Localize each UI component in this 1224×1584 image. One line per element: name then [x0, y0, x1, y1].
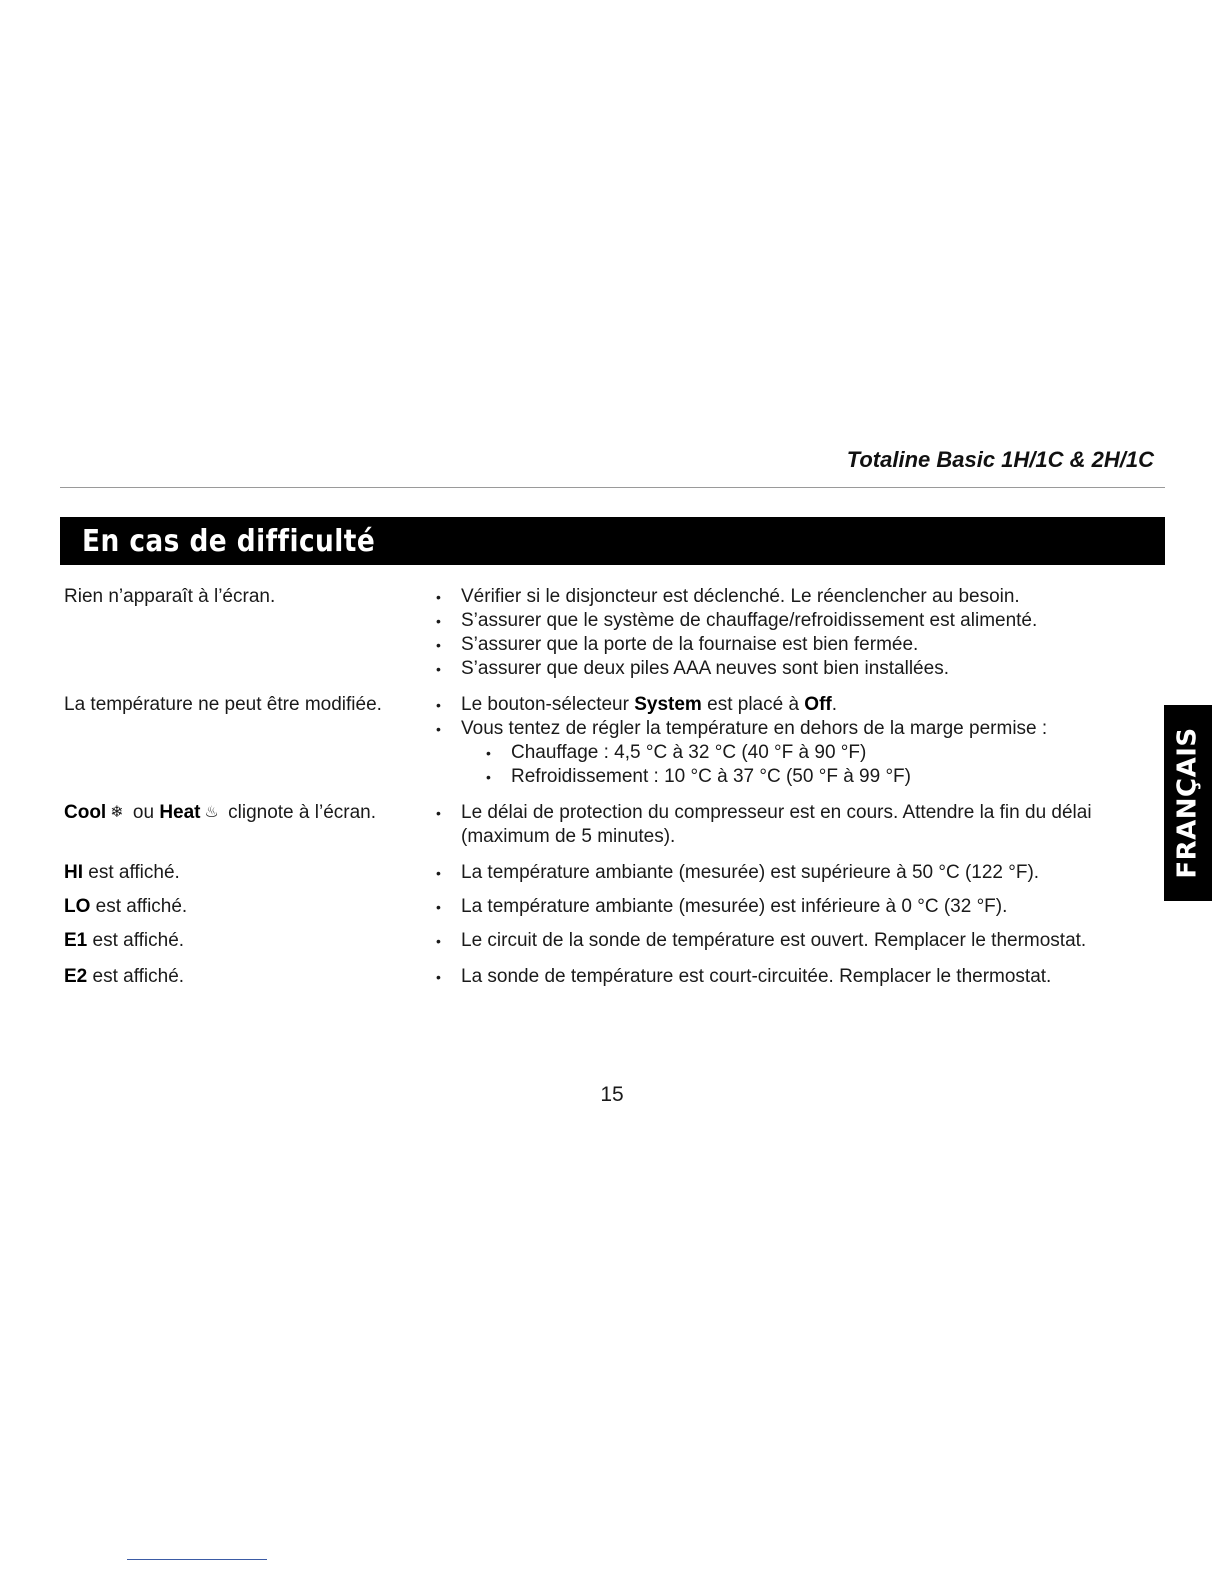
- language-side-tab: [1164, 705, 1212, 901]
- document-header-title: Totaline Basic 1H/1C & 2H/1C: [846, 447, 1154, 472]
- solution-list: [429, 895, 1154, 919]
- cool-mode-label: Cool: [64, 802, 107, 823]
- solution-item: • La température ambiante (mesurée) est supérieure à 50 °C (122 °F).: [429, 861, 1154, 885]
- solution-text: est placé à: [701, 694, 805, 715]
- footer-line: [127, 1559, 267, 1560]
- troubleshooting-row-hi: [64, 861, 1154, 885]
- problem-text-part: est affiché.: [87, 930, 185, 951]
- problem-text: [64, 895, 429, 919]
- solution-item: • Le délai de protection du compresseur est en cours. Attendre la fin du délai (maximum de 5 minutes).: [429, 801, 1154, 849]
- off-setting-label: Off: [804, 694, 832, 715]
- range-sublist: [461, 741, 1154, 789]
- language-tab-label: FRANÇAIS: [1173, 727, 1204, 879]
- solution-list: [429, 965, 1154, 989]
- solution-list: [429, 585, 1154, 681]
- heating-range-item: • Chauffage : 4,5 °C à 32 °C (40 °F à 90 °F): [461, 741, 1154, 765]
- solution-item: [429, 717, 1154, 789]
- section-header-bar: [60, 517, 1165, 565]
- troubleshooting-row-e1: [64, 929, 1154, 953]
- error-code: LO: [64, 896, 91, 917]
- flame-icon: ♨: [204, 804, 219, 821]
- problem-text-part: ou: [127, 802, 160, 823]
- problem-text: [64, 929, 429, 953]
- troubleshooting-row-e2: [64, 965, 1154, 989]
- error-code: HI: [64, 862, 83, 883]
- solution-item: [429, 693, 1154, 717]
- problem-text: [64, 801, 429, 849]
- problem-text: [64, 965, 429, 989]
- troubleshooting-row-temperature-locked: [64, 693, 1154, 789]
- problem-text-part: est affiché.: [90, 896, 188, 917]
- solution-item: • Vérifier si le disjoncteur est déclenché. Le réenclencher au besoin.: [429, 585, 1154, 609]
- problem-text: [64, 861, 429, 885]
- heat-mode-label: Heat: [159, 802, 201, 823]
- solution-list: [429, 929, 1154, 953]
- solution-list: [429, 693, 1154, 789]
- problem-text-part: est affiché.: [87, 966, 185, 987]
- solution-item: • Le circuit de la sonde de température est ouvert. Remplacer le thermostat.: [429, 929, 1094, 953]
- troubleshooting-row-no-display: [64, 585, 1154, 681]
- troubleshooting-row-mode-blinking: [64, 801, 1154, 849]
- solution-text: .: [831, 694, 838, 715]
- solution-item: • La sonde de température est court-circuitée. Remplacer le thermostat.: [429, 965, 1154, 989]
- system-switch-label: System: [634, 694, 702, 715]
- solution-item: • S’assurer que deux piles AAA neuves sont bien installées.: [429, 657, 1154, 681]
- solution-item: • S’assurer que la porte de la fournaise est bien fermée.: [429, 633, 1154, 657]
- troubleshooting-row-lo: [64, 895, 1154, 919]
- solution-text: Le bouton-sélecteur: [461, 694, 635, 715]
- solution-item: • La température ambiante (mesurée) est inférieure à 0 °C (32 °F).: [429, 895, 1154, 919]
- snowflake-icon: ❄: [110, 804, 124, 821]
- header-divider: [60, 487, 1165, 488]
- error-code: E2: [64, 966, 88, 987]
- solution-list: [429, 861, 1154, 885]
- cooling-range-item: • Refroidissement : 10 °C à 37 °C (50 °F à 99 °F): [461, 765, 1154, 789]
- page-number: 15: [600, 1083, 624, 1106]
- solution-text: Vous tentez de régler la température en dehors de la marge permise :: [461, 718, 1048, 739]
- error-code: E1: [64, 930, 88, 951]
- problem-text-part: clignote à l’écran.: [222, 802, 377, 823]
- problem-text: La température ne peut être modifiée.: [64, 694, 382, 715]
- problem-text: Rien n’apparaît à l’écran.: [64, 586, 276, 607]
- solution-list: [429, 801, 1154, 849]
- troubleshooting-table: [64, 585, 1154, 1001]
- problem-text-part: est affiché.: [83, 862, 180, 883]
- section-title: En cas de difficulté: [82, 523, 376, 559]
- solution-item: • S’assurer que le système de chauffage/refroidissement est alimenté.: [429, 609, 1154, 633]
